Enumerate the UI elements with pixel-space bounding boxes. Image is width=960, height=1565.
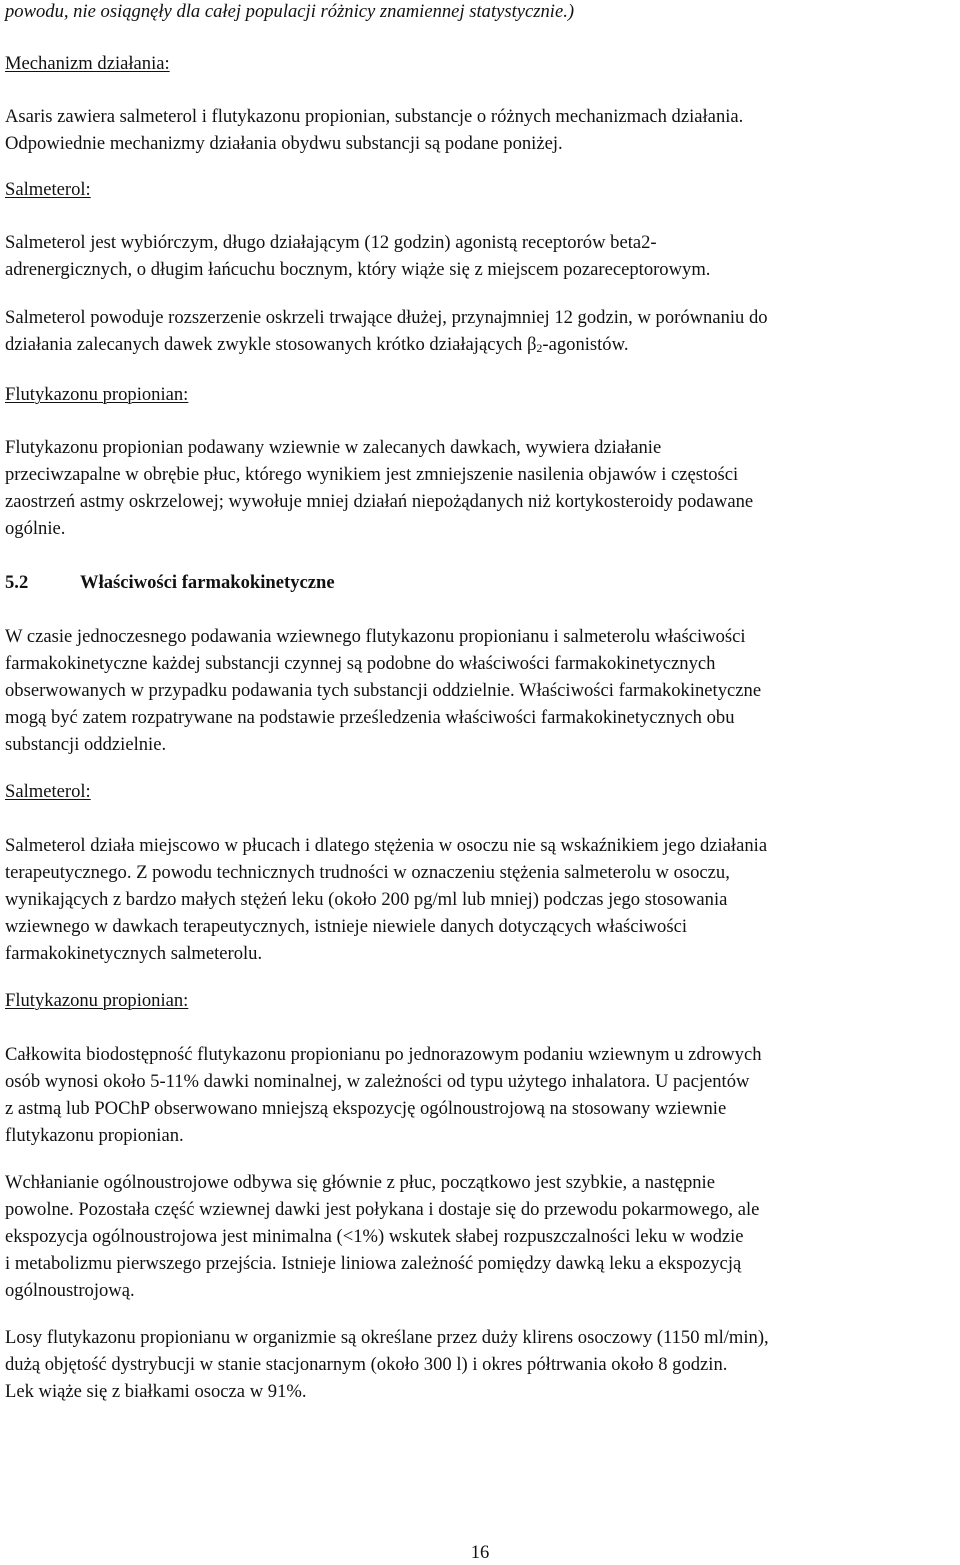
document-page	[5, 0, 957, 1405]
fluticasone-pk-paragraph-3: Losy flutykazonu propionianu w organizmie są określane przez duży klirens osoczowy (1150 ml/min), dużą objętość dystrybucji w stanie stacjonarnym (około 300 l) i okres półtrwania około 8 godzin. Lek wiąże się z białkami osocza w 91%.	[5, 1327, 769, 1402]
section-title: Właściwości farmakokinetyczne	[80, 572, 335, 593]
fluticasone-heading: Flutykazonu propionian:	[5, 384, 189, 405]
fluticasone-paragraph: Flutykazonu propionian podawany wziewnie w zalecanych dawkach, wywiera działanie przeciwzapalne w obrębie płuc, którego wynikiem jest zmniejszenie nasilenia objawów i częstości zaostrzeń astmy oskrzelowej; wywołuje mniej działań niepożądanych niż kortykosteroidy podawane ogólnie.	[5, 437, 754, 539]
pharmacokinetics-paragraph: W czasie jednoczesnego podawania wziewnego flutykazonu propionianu i salmeterolu właściwości farmakokinetyczne każdej substancji czynnej są podobne do właściwości farmakokinetycznych obserwowanych w przypadku podawania tych substancji oddzielnie. Właściwości farmakokinetyczne mogą być zatem rozpatrywane na podstawie prześledzenia właściwości farmakokinetycznych obu substancji oddzielnie.	[5, 626, 762, 755]
beta-subscript: 2	[536, 341, 543, 355]
salmeterol-pk-heading: Salmeterol:	[5, 781, 91, 802]
fluticasone-pk-paragraph-2: Wchłanianie ogólnoustrojowe odbywa się głównie z płuc, początkowo jest szybkie, a następnie powolne. Pozostała część wziewnej dawki jest połykana i dostaje się do przewodu pokarmowego, ale ekspozycja ogólnoustrojowa jest minimalna (<1%) wskutek słabej rozpuszczalności leku w wodzie i metabolizmu pierwszego przejścia. Istnieje liniowa zależność pomiędzy dawką leku a ekspozycją ogólnoustrojową.	[5, 1172, 760, 1301]
page-number: 16	[470, 1542, 490, 1563]
salmeterol-heading: Salmeterol:	[5, 179, 91, 200]
mechanism-paragraph: Asaris zawiera salmeterol i flutykazonu propionian, substancje o różnych mechanizmach działania. Odpowiednie mechanizmy działania obydwu substancji są podane poniżej.	[5, 106, 744, 154]
continued-text: powodu, nie osiągnęły dla całej populacji różnicy znamiennej statystycznie.)	[5, 1, 575, 22]
mechanism-heading: Mechanizm działania:	[5, 53, 170, 74]
salmeterol-bronchodilation-text: Salmeterol powoduje rozszerzenie oskrzeli trwające dłużej, przynajmniej 12 godzin, w porównaniu do działania zalecanych dawek zwykle stosowanych krótko działających β	[5, 307, 768, 355]
salmeterol-pk-paragraph: Salmeterol działa miejscowo w płucach i dlatego stężenia w osoczu nie są wskaźnikiem jego działania terapeutycznego. Z powodu technicznych trudności w oznaczeniu stężenia salmeterolu w osoczu, wynikających z bardzo małych stężeń leku (około 200 pg/ml lub mniej) podczas jego stosowania wziewnego w dawkach terapeutycznych, istnieje niewiele danych dotyczących właściwości farmakokinetycznych salmeterolu.	[5, 835, 768, 964]
fluticasone-pk-heading: Flutykazonu propionian:	[5, 990, 189, 1011]
salmeterol-bronchodilation-text-end: -agonistów.	[542, 334, 629, 355]
section-heading	[5, 569, 957, 596]
salmeterol-paragraph: Salmeterol jest wybiórczym, długo działającym (12 godzin) agonistą receptorów beta2- adrenergicznych, o długim łańcuchu bocznym, który wiąże się z miejscem pozareceptorowym.	[5, 232, 711, 280]
fluticasone-pk-paragraph-1: Całkowita biodostępność flutykazonu propionianu po jednorazowym podaniu wziewnym u zdrowych osób wynosi około 5-11% dawki nominalnej, w zależności od typu użytego inhalatora. U pacjentów z astmą lub POChP obserwowano mniejszą ekspozycję ogólnoustrojową na stosowany wziewnie flutykazonu propionian.	[5, 1044, 762, 1146]
section-number: 5.2	[5, 572, 29, 593]
salmeterol-bronchodilation-paragraph	[5, 304, 957, 362]
